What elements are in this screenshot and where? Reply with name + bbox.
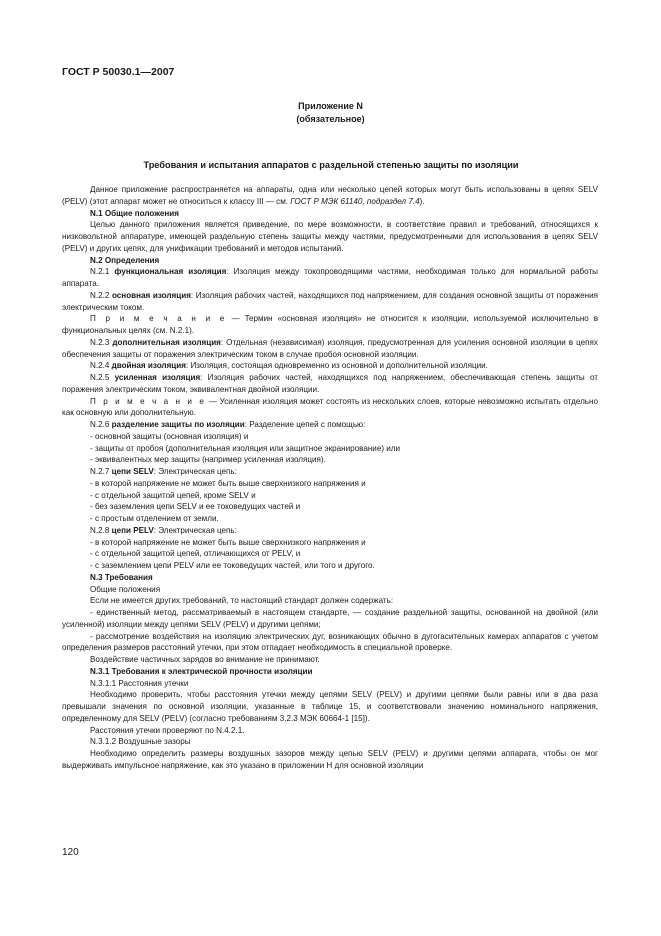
annex-status: (обязательное)	[296, 114, 365, 124]
list-item: - рассмотрение воздействия на изоляцию электрических дуг, возникающих обычно в дугогасительных камерах аппаратов с учетом определения размеров расстояний утечки, при этом отпадает необходимость в специальной проверке.	[62, 631, 598, 653]
section-n3-partial-discharge: Воздействие частичных зарядов во внимание не принимают.	[90, 655, 320, 664]
list-item: - в которой напряжение не может быть выше сверхнизкого напряжения и	[90, 478, 366, 488]
list-item: - с простым отделением от земли.	[90, 514, 219, 523]
main-title: Требования и испытания аппаратов с раздельной степенью защиты по изоляции	[143, 160, 519, 170]
definition-n24: N.2.4 двойная изоляция: Изоляция, состоящая одновременно из основной и дополнительной изоляции.	[90, 361, 488, 371]
section-n31-heading: N.3.1 Требования к электрической прочности изоляции	[90, 666, 313, 676]
definition-n25: N.2.5 усиленная изоляция: Изоляция рабочих частей, находящихся под напряжением, обеспечивающая степень защиты от поражения электрическим током, эквивалентная двойной изоляции.	[62, 373, 598, 394]
page-number: 120	[62, 847, 79, 858]
note-1: П р и м е ч а н и е — Термин «основная изоляция» не относится к изоляции, используемой исключительно в функциональных целях (см. N.2.1).	[62, 314, 598, 335]
definition-n21: N.2.1 функциональная изоляция: Изоляция между токопроводящими частями, необходимая только для нормальной работы аппарата.	[62, 267, 598, 288]
section-n1-heading: N.1 Общие положения	[90, 208, 179, 218]
list-item: - единственный метод, рассматриваемый в настоящем стандарте, — создание раздельной защиты, основанной на двойной (или усиленной) изоляции между цепями SELV (PELV) и другими цепями;	[62, 608, 598, 629]
definition-n22: N.2.2 основная изоляция: Изоляция рабочих частей, находящихся под напряжением, для создания основной защиты от поражения электрическим током.	[62, 290, 598, 312]
section-n312-text: Необходимо определить размеры воздушных зазоров между цепью SELV (PELV) и другими цепями аппарата, чтобы он мог выдерживать импульсное напряжение, как это указано в приложении Н для основной изоляции	[62, 749, 598, 770]
section-n3-text: Если не имеется других требований, то настоящий стандарт должен содержать:	[90, 596, 394, 606]
list-item: - эквивалентных мер защиты (например усиленная изоляция).	[90, 455, 326, 465]
annex-heading	[0, 100, 661, 126]
section-n3-heading: N.3 Требования	[90, 572, 153, 582]
list-item: - основной защиты (основная изоляция) и	[90, 431, 249, 441]
section-n1-text: Целью данного приложения является приведение, по мере возможности, в соответствие правил и требований, относящихся к низковольтной аппаратуре, имеющей раздельную степень защиты между частями, предусмотренными для использования в цепях SELV (PELV) и других цепях, для унификации требований и методов испытаний.	[62, 220, 598, 253]
definition-n26: N.2.6 разделение защиты по изоляции: Разделение цепей с помощью:	[90, 420, 366, 429]
document-body	[62, 184, 598, 772]
list-item: - с отдельной защитой цепей, отличающихся от PELV, и	[90, 549, 301, 559]
definition-n23: N.2.3 дополнительная изоляция: Отдельная (независимая) изоляция, предусмотренная для усиления основной изоляции в цепях обеспечения защиты от поражения электрическим током в случае пробоя основной изоляции.	[62, 337, 598, 359]
list-item: - с отдельной защитой цепей, кроме SELV и	[90, 490, 256, 500]
standard-designation: ГОСТ Р 50030.1—2007	[62, 66, 175, 78]
annex-title: Приложение N	[298, 101, 363, 111]
definition-n28: N.2.8 цепи PELV: Электрическая цепь:	[90, 525, 237, 535]
list-item: - без заземления цепи SELV и ее токоведущих частей и	[90, 502, 301, 512]
section-n311-text: Необходимо проверить, чтобы расстояния утечки между цепями SELV (PELV) и другими цепями были равны или в два раза превышали значения по основной изоляции, указанные в таблице 15, и соответствовали значению номинального напряжения, определенному для SELV (PELV) (согласно требованиям 3.2.3 МЭК 60664-1 [15]).	[62, 690, 598, 723]
list-item: - с заземлением цепи PELV или ее токоведущих частей, или того и другого.	[90, 561, 375, 570]
section-n2-heading: N.2 Определения	[90, 255, 160, 265]
section-n311-check: Расстояния утечки проверяют по N.4.2.1.	[90, 725, 245, 735]
section-n311-heading: N.3.1.1 Расстояния утечки	[90, 678, 189, 688]
section-n312-heading: N.3.1.2 Воздушные зазоры	[90, 737, 191, 747]
intro-paragraph: Данное приложение распространяется на аппараты, одна или несколько цепей которых могут быть использованы в цепях SELV (PELV) (этот аппарат может не относиться к классу III — см. ГОСТ Р МЭК 61140, подраздел 7.4).	[62, 185, 598, 206]
list-item: - защиты от пробоя (дополнительная изоляция или защитное экранирование) или	[90, 443, 401, 453]
note-2: П р и м е ч а н и е — Усиленная изоляция может состоять из нескольких слоев, которые невозможно испытать отдельно как основную или дополнительную.	[62, 396, 598, 418]
definition-n27: N.2.7 цепи SELV: Электрическая цепь:	[90, 467, 237, 476]
section-n3-subheading: Общие положения	[90, 584, 161, 594]
list-item: - в которой напряжение не может быть выше сверхнизкого напряжения и	[90, 537, 366, 547]
